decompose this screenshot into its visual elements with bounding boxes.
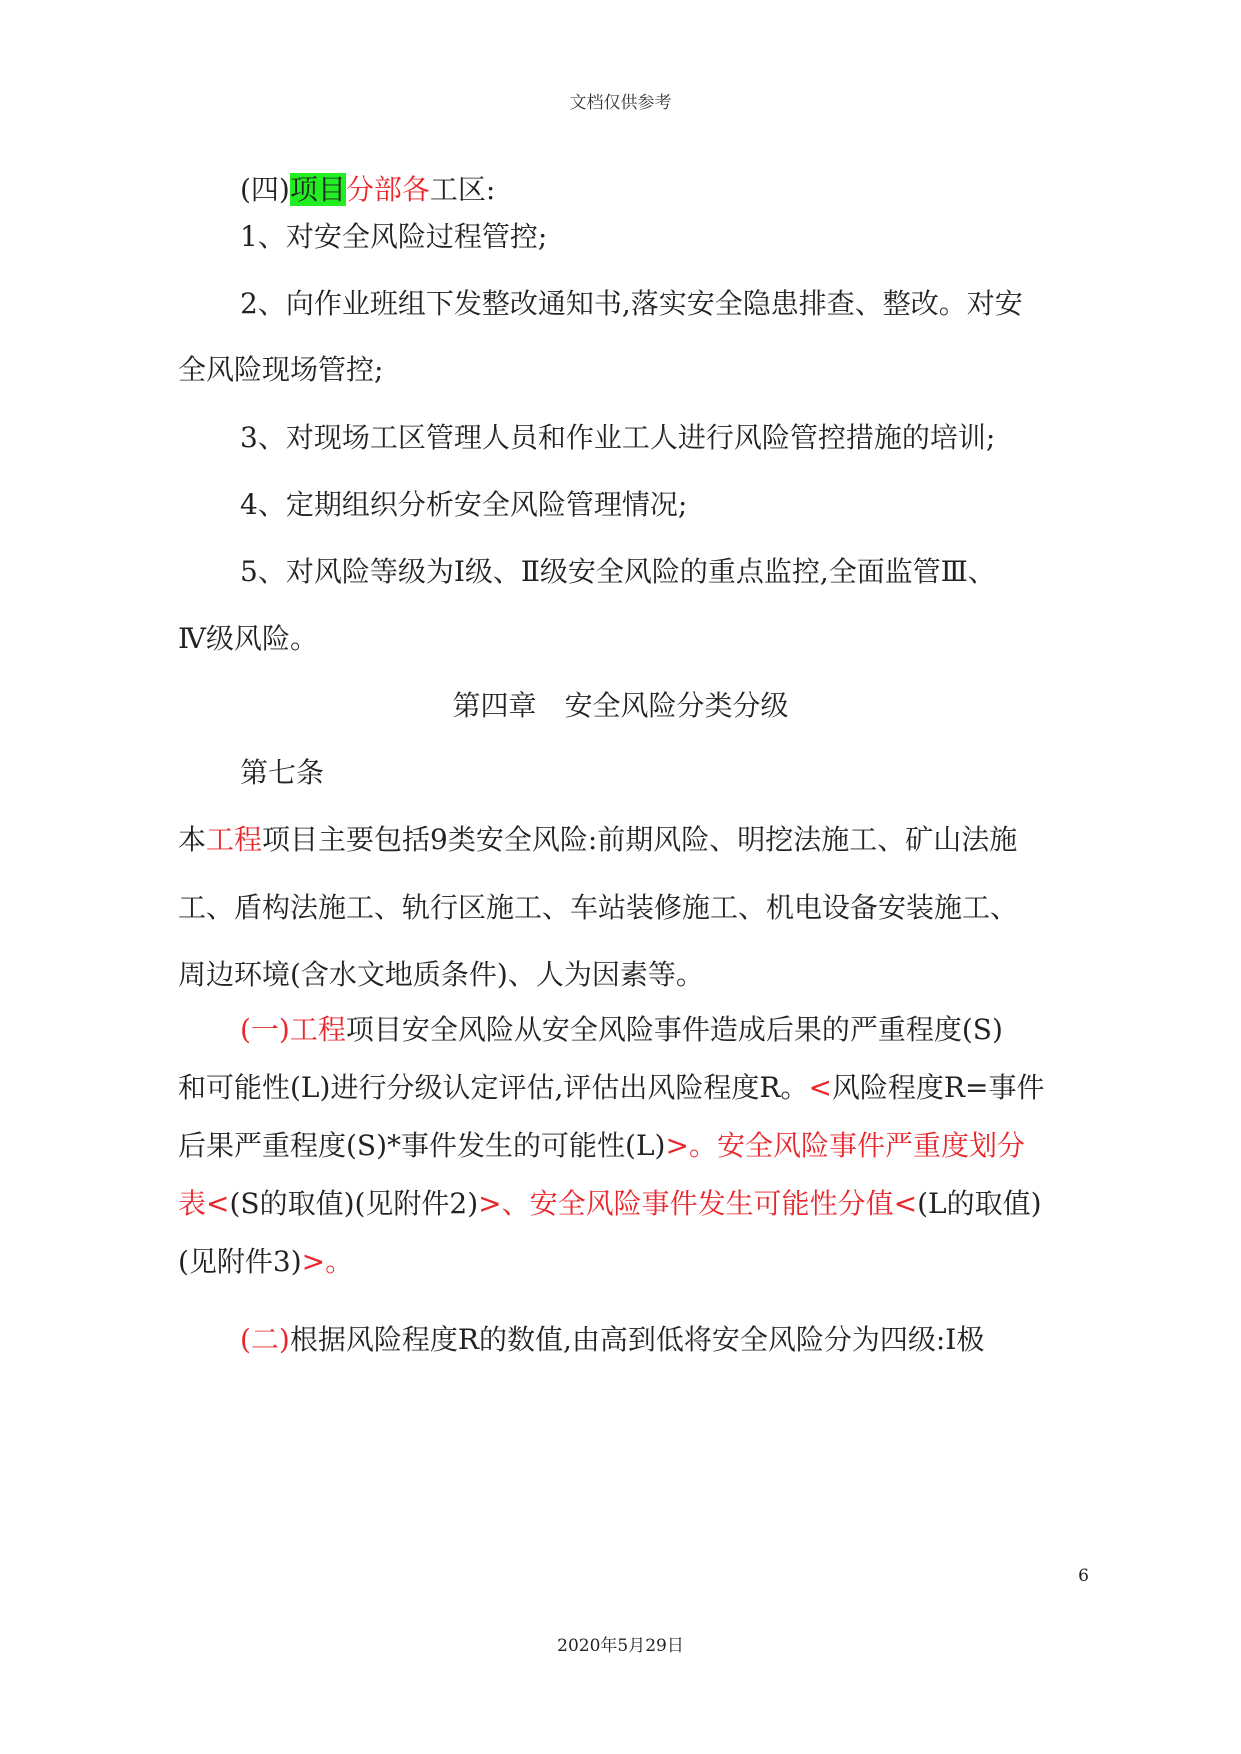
paragraph-line: 本工程项目主要包括9类安全风险:前期风险、明挖法施工、矿山法施 (178, 823, 1018, 856)
paragraph-line: 后果严重程度(S)*事件发生的可能性(L)>。安全风险事件严重度划分 (178, 1129, 1025, 1162)
list-item: 1、对安全风险过程管控; (240, 220, 548, 253)
chapter-title: 第四章 安全风险分类分级 (452, 689, 789, 722)
list-item: 4、定期组织分析安全风险管理情况; (240, 488, 688, 521)
page-number: 6 (1078, 1566, 1089, 1586)
list-item: 5、对风险等级为Ⅰ级、Ⅱ级安全风险的重点监控,全面监管Ⅲ、 (240, 555, 996, 588)
paragraph-line: 表<(S的取值)(见附件2)>、安全风险事件发生可能性分值<(L的取值) (178, 1187, 1042, 1220)
page-footer-date: 2020年5月29日 (557, 1636, 684, 1656)
list-item-continuation: 全风险现场管控; (178, 353, 384, 386)
list-item: 2、向作业班组下发整改通知书,落实安全隐患排查、整改。对安 (240, 287, 1023, 320)
paragraph-line: 和可能性(L)进行分级认定评估,评估出风险程度R。<风险程度R=事件 (178, 1071, 1045, 1104)
list-item: 3、对现场工区管理人员和作业工人进行风险管控措施的培训; (240, 421, 996, 454)
highlighted-text: 项目 (289, 173, 346, 206)
list-item-continuation: Ⅳ级风险。 (178, 622, 318, 655)
item-four-heading: (四)项目分部各工区: (240, 173, 496, 206)
article-title: 第七条 (240, 756, 325, 789)
paragraph-line: 工、盾构法施工、轨行区施工、车站装修施工、机电设备安装施工、 (178, 891, 1019, 924)
paragraph-line: (一)工程项目安全风险从安全风险事件造成后果的严重程度(S) (240, 1013, 1003, 1046)
page-header: 文档仅供参考 (569, 93, 672, 113)
paragraph-line: 周边环境(含水文地质条件)、人为因素等。 (178, 958, 704, 991)
paragraph-line: (见附件3)>。 (178, 1245, 354, 1278)
paragraph-line: (二)根据风险程度R的数值,由高到低将安全风险分为四级:Ⅰ极 (240, 1323, 985, 1356)
